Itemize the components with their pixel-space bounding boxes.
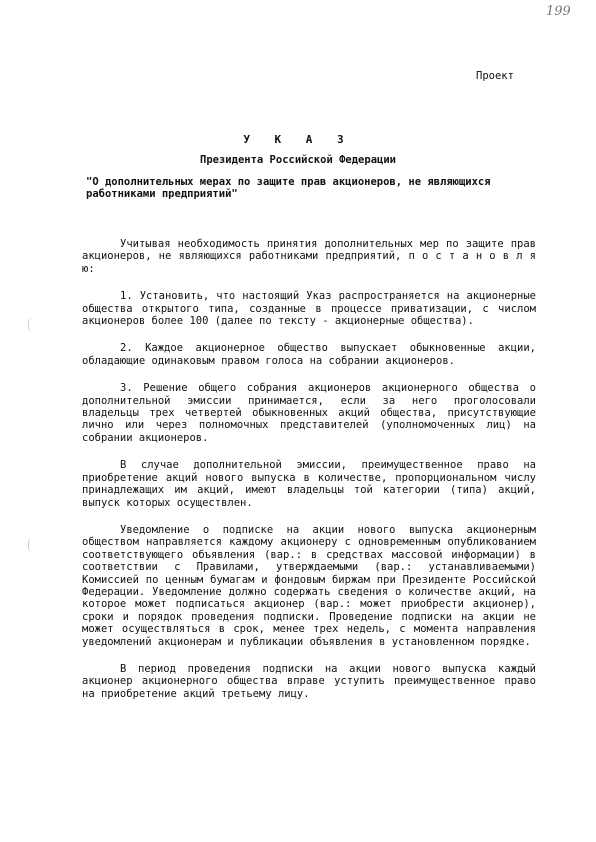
- paragraph-item-2: 2. Каждое акционерное общество выпускает обыкновенные акции, обладающие одинаковым правом голоса на собрании акционеров.: [82, 342, 536, 367]
- document-title: У К А З: [243, 133, 353, 146]
- draft-label: Проект: [476, 70, 514, 82]
- document-subtitle: Президента Российской Федерации: [200, 154, 396, 166]
- document-body: [82, 238, 536, 715]
- margin-mark: [28, 318, 37, 332]
- paragraph-subscription: В период проведения подписки на акции нового выпуска каждый акционер акционерного общества вправе уступить преимущественное право на приобретение акций третьему лицу.: [82, 662, 536, 700]
- document-heading: "О дополнительных мерах по защите прав акционеров, не являющихся работниками предприятий": [86, 176, 491, 200]
- paragraph-item-3: 3. Решение общего собрания акционеров акционерного общества о дополнительной эмиссии принимается, если за него проголосовали владельцы трех четвертей обыкновенных акций общества, присутствующие лично или через полномочных представителей (уполномоченных лиц) на собрании акционеров.: [82, 382, 536, 444]
- paragraph-notification: Уведомление о подписке на акции нового выпуска акционерным обществом направляется каждому акционеру с одновременным опубликованием соответствующего объявления (вар.: в средствах массовой информации) в соответствии с Правилами, утверждаемыми (вар.: устанавливаемыми) Комиссией по ценным бумагам и фондовым биржам при Президенте Российской Федерации. Уведомление должно содержать сведения о количестве акций, на которое может подписаться акционер (вар.: может приобрести акционер), сроки и порядок проведения подписки. Проведение подписки на акции не может осуществляться в срок, менее трех недель, с момента направления уведомлений акционерам и публикации объявления в установленном порядке.: [82, 523, 536, 648]
- margin-mark: [28, 538, 37, 552]
- paragraph-preamble: Учитывая необходимость принятия дополнительных мер по защите прав акционеров, не являющихся работниками предприятий, п о с т а н о в л я ю:: [82, 238, 536, 275]
- page-number: 199: [546, 4, 571, 19]
- paragraph-item-1: 1. Установить, что настоящий Указ распространяется на акционерные общества открытого типа, созданные в процессе приватизации, с числом акционеров более 100 (далее по тексту - акционерные общества).: [82, 290, 536, 328]
- paragraph-emission: В случае дополнительной эмиссии, преимущественное право на приобретение акций нового выпуска в количестве, пропорциональном числу принадлежащих им акций, имеют владельцы той категории (типа) акций, выпуск которых осуществлен.: [82, 459, 536, 509]
